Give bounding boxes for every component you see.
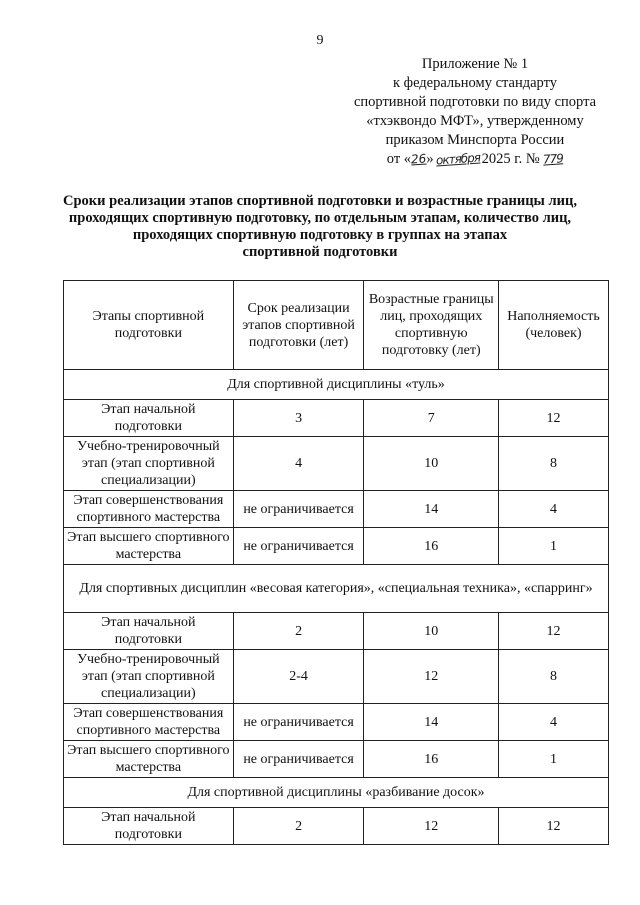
- stage-cell: Этап начальной подготовки: [64, 613, 234, 650]
- size-cell: 4: [499, 491, 609, 528]
- title-line-2: проходящих спортивную подготовку, по отдельным этапам, количество лиц,: [68, 210, 572, 226]
- age-cell: 14: [364, 491, 499, 528]
- date-year: 2025 г. №: [481, 151, 540, 167]
- appendix-line-4: «тхэквондо МФТ», утвержденному: [366, 113, 584, 129]
- duration-cell: 2: [233, 613, 364, 650]
- date-prefix: от «: [386, 151, 412, 167]
- table-row: [64, 741, 609, 778]
- section-title: Для спортивных дисциплин «весовая категория», «специальная техника», «спарринг»: [64, 565, 609, 613]
- stages-table: [63, 280, 609, 845]
- size-cell: 8: [499, 437, 609, 491]
- stage-cell: Этап совершенствования спортивного мастерства: [64, 491, 234, 528]
- stage-cell: Этап начальной подготовки: [64, 400, 234, 437]
- stage-cell: Учебно-тренировочный этап (этап спортивной специализации): [64, 437, 234, 491]
- duration-cell: не ограничивается: [233, 741, 364, 778]
- size-cell: 1: [499, 528, 609, 565]
- title-line-1: Сроки реализации этапов спортивной подготовки и возрастные границы лиц,: [63, 193, 577, 209]
- appendix-line-1: Приложение № 1: [421, 56, 529, 72]
- page-number: 9: [316, 33, 324, 48]
- title-line-3: проходящих спортивную подготовку в группах на этапах: [132, 227, 508, 243]
- age-cell: 10: [364, 613, 499, 650]
- size-cell: 8: [499, 650, 609, 704]
- title-line-4: спортивной подготовки: [242, 244, 398, 260]
- date-day-handwritten: 26: [410, 151, 427, 167]
- duration-cell: не ограничивается: [233, 528, 364, 565]
- header-stages: Этапы спортивной подготовки: [64, 281, 234, 370]
- section-title: Для спортивной дисциплины «туль»: [64, 370, 609, 400]
- section-row: [64, 370, 609, 400]
- size-cell: 12: [499, 808, 609, 845]
- appendix-line-5: приказом Минспорта России: [385, 132, 565, 148]
- stage-cell: Этап совершенствования спортивного мастерства: [64, 704, 234, 741]
- duration-cell: 4: [233, 437, 364, 491]
- age-cell: 12: [364, 808, 499, 845]
- duration-cell: 2: [233, 808, 364, 845]
- table-row: [64, 491, 609, 528]
- table-row: [64, 650, 609, 704]
- date-mid: »: [426, 151, 434, 167]
- section-row: [64, 778, 609, 808]
- table-row: [64, 613, 609, 650]
- table-row: [64, 400, 609, 437]
- stage-cell: Этап высшего спортивного мастерства: [64, 528, 234, 565]
- date-month-handwritten: октября: [435, 150, 481, 168]
- header-group-size: Наполняемость (человек): [499, 281, 609, 370]
- duration-cell: не ограничивается: [233, 491, 364, 528]
- appendix-block: [330, 55, 620, 169]
- table-row: [64, 528, 609, 565]
- stage-cell: Этап начальной подготовки: [64, 808, 234, 845]
- appendix-date-line: [330, 150, 620, 169]
- stage-cell: Этап высшего спортивного мастерства: [64, 741, 234, 778]
- section-row: [64, 565, 609, 613]
- table-row: [64, 437, 609, 491]
- table-row: [64, 704, 609, 741]
- size-cell: 1: [499, 741, 609, 778]
- stage-cell: Учебно-тренировочный этап (этап спортивной специализации): [64, 650, 234, 704]
- age-cell: 14: [364, 704, 499, 741]
- table-row: [64, 808, 609, 845]
- age-cell: 16: [364, 528, 499, 565]
- size-cell: 4: [499, 704, 609, 741]
- order-number-handwritten: 779: [542, 151, 564, 167]
- duration-cell: не ограничивается: [233, 704, 364, 741]
- header-age-limits: Возрастные границы лиц, проходящих спортивную подготовку (лет): [364, 281, 499, 370]
- size-cell: 12: [499, 400, 609, 437]
- size-cell: 12: [499, 613, 609, 650]
- header-duration: Срок реализации этапов спортивной подготовки (лет): [233, 281, 364, 370]
- duration-cell: 2-4: [233, 650, 364, 704]
- table-header-row: [64, 281, 609, 370]
- age-cell: 7: [364, 400, 499, 437]
- age-cell: 12: [364, 650, 499, 704]
- appendix-line-2: к федеральному стандарту: [393, 75, 557, 91]
- appendix-line-3: спортивной подготовки по виду спорта: [353, 94, 597, 110]
- age-cell: 10: [364, 437, 499, 491]
- age-cell: 16: [364, 741, 499, 778]
- section-title: Для спортивной дисциплины «разбивание досок»: [64, 778, 609, 808]
- duration-cell: 3: [233, 400, 364, 437]
- document-title: [40, 193, 600, 261]
